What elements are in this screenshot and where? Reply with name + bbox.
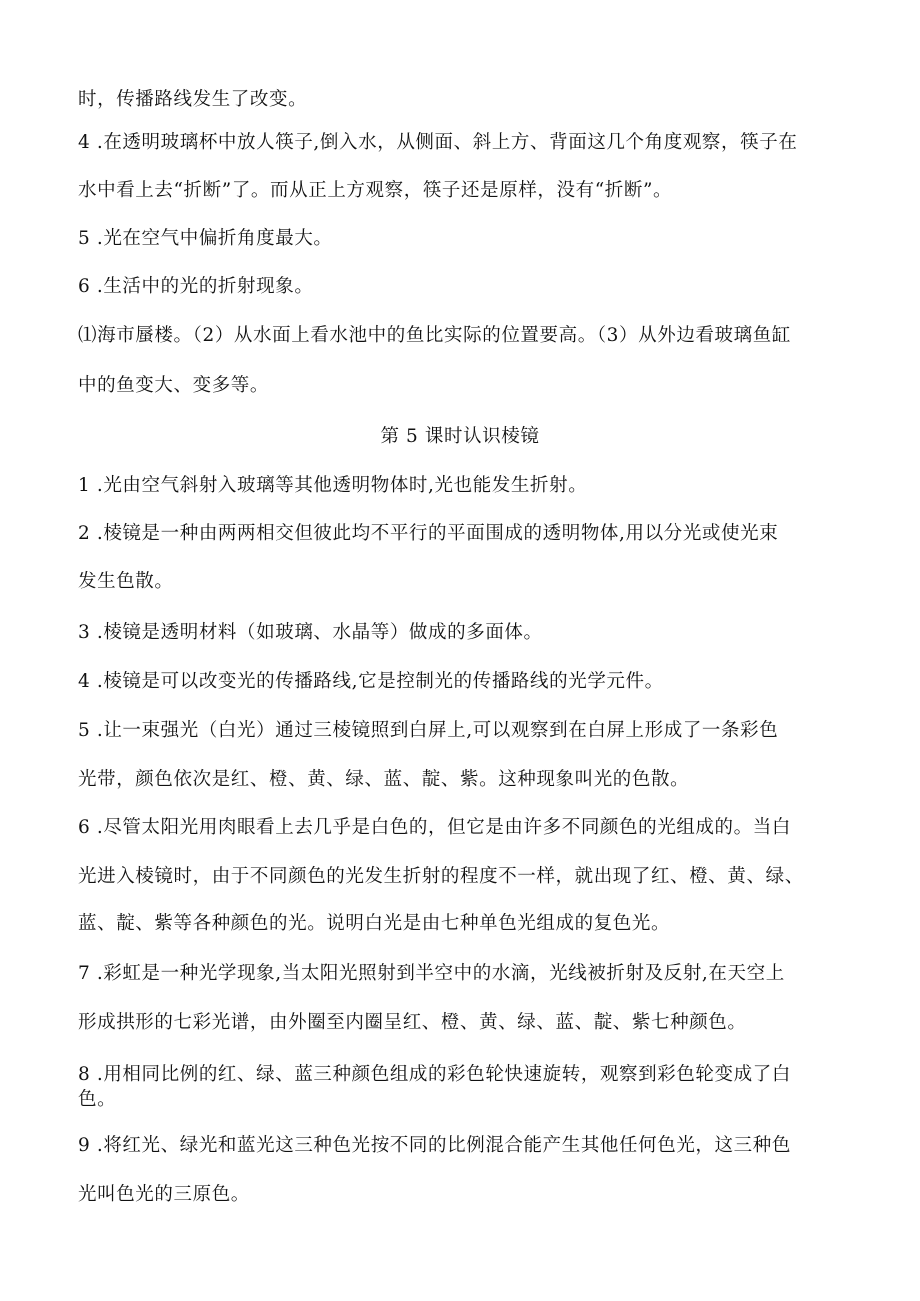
- paragraph-line: 7 .彩虹是一种光学现象,当太阳光照射到半空中的水滴，光线被折射及反射,在天空上: [78, 963, 785, 984]
- paragraph-line: 光进入棱镜时，由于不同颜色的光发生折射的程度不一样，就出现了红、橙、黄、绿、: [78, 866, 804, 887]
- paragraph-line: 光叫色光的三原色。: [78, 1184, 250, 1205]
- paragraph-line: 中的鱼变大、变多等。: [78, 375, 270, 396]
- paragraph-line: 9 .将红光、绿光和蓝光这三种色光按不同的比例混合能产生其他任何色光，这三种色: [78, 1135, 791, 1156]
- paragraph-line: 水中看上去“折断”了。而从正上方观察，筷子还是原样，没有“折断”。: [78, 180, 673, 201]
- paragraph-line: 发生色散。: [78, 571, 174, 592]
- paragraph-line: ⑴海市蜃楼。（2）从水面上看水池中的鱼比实际的位置要高。（3）从外边看玻璃鱼缸: [78, 325, 791, 346]
- paragraph-line: 色。: [78, 1089, 117, 1110]
- paragraph-line: 时，传播路线发生了改变。: [78, 89, 308, 110]
- paragraph-line: 光带，颜色依次是红、橙、黄、绿、蓝、靛、紫。这种现象叫光的色散。: [78, 769, 690, 790]
- paragraph-line: 形成拱形的七彩光谱，由外圈至内圈呈红、橙、黄、绿、蓝、靛、紫七种颜色。: [78, 1012, 747, 1033]
- paragraph-line: 3 .棱镜是透明材料（如玻璃、水晶等）做成的多面体。: [78, 622, 543, 643]
- paragraph-line: 5 .光在空气中偏折角度最大。: [78, 228, 333, 249]
- paragraph-line: 4 .棱镜是可以改变光的传播路线,它是控制光的传播路线的光学元件。: [78, 671, 664, 692]
- paragraph-line: 6 .生活中的光的折射现象。: [78, 276, 314, 297]
- paragraph-line: 蓝、靛、紫等各种颜色的光。说明白光是由七种单色光组成的复色光。: [78, 913, 671, 934]
- paragraph-line: 5 .让一束强光（白光）通过三棱镜照到白屏上,可以观察到在白屏上形成了一条彩色: [78, 720, 779, 741]
- section-title: 第 5 课时认识棱镜: [380, 426, 540, 447]
- paragraph-line: 4 .在透明玻璃杯中放人筷子,倒入水，从侧面、斜上方、背面这几个角度观察，筷子在: [78, 132, 798, 153]
- paragraph-line: 2 .棱镜是一种由两两相交但彼此均不平行的平面围成的透明物体,用以分光或使光束: [78, 523, 779, 544]
- paragraph-line: 8 .用相同比例的红、绿、蓝三种颜色组成的彩色轮快速旋转，观察到彩色轮变成了白: [78, 1064, 791, 1085]
- paragraph-line: 1 .光由空气斜射入玻璃等其他透明物体时,光也能发生折射。: [78, 475, 588, 496]
- paragraph-line: 6 .尽管太阳光用肉眼看上去几乎是白色的，但它是由许多不同颜色的光组成的。当白: [78, 817, 791, 838]
